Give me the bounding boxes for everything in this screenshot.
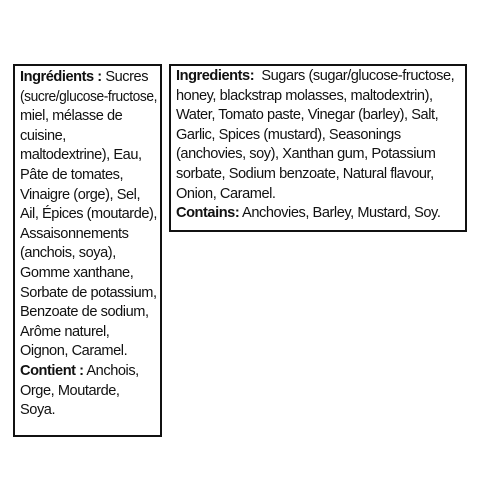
contains-label: Contient : — [20, 362, 84, 379]
contains-line: Soya. — [20, 402, 56, 419]
ingredients-text: Sugars (sugar/glucose-fructose, — [254, 68, 455, 84]
contains-text: Anchovies, Barley, Mustard, Soy. — [239, 205, 441, 222]
ingredients-label: Ingredients: — [176, 68, 255, 84]
ingredients-line: Vinaigre (orge), Sel, — [20, 186, 141, 203]
ingredients-line: sorbate, Sodium benzoate, Natural flavour, — [176, 165, 434, 182]
ingredients-line: Benzoate de sodium, — [20, 304, 149, 321]
ingredients-line: honey, blackstrap molasses, maltodextrin), — [176, 87, 433, 104]
ingredients-line: cuisine, — [20, 127, 66, 144]
english-ingredients-panel — [169, 64, 467, 232]
contains-heading-line — [20, 362, 157, 382]
ingredients-label: Ingrédients : — [20, 69, 102, 85]
ingredients-line: (sucre/glucose-fructose, — [20, 88, 157, 105]
contains-line: Orge, Moutarde, — [20, 382, 120, 399]
ingredients-line: Onion, Caramel. — [176, 185, 276, 202]
ingredients-line: Ail, Épices (moutarde), — [20, 206, 157, 223]
ingredients-line: Assaisonnements — [20, 225, 129, 242]
ingredients-line: (anchovies, soy), Xanthan gum, Potassium — [176, 146, 436, 163]
ingredients-line: Garlic, Spices (mustard), Seasonings — [176, 126, 401, 143]
ingredients-heading-line — [176, 67, 462, 87]
ingredients-line: miel, mélasse de — [20, 108, 123, 125]
ingredients-line: Pâte de tomates, — [20, 166, 124, 183]
ingredients-line: Arôme naturel, — [20, 323, 110, 340]
ingredients-line: Water, Tomato paste, Vinegar (barley), Salt, — [176, 107, 439, 124]
ingredients-heading-line — [20, 68, 157, 88]
contains-label: Contains: — [176, 205, 240, 222]
contains-text: Anchois, — [83, 362, 139, 379]
french-ingredients-panel — [13, 64, 162, 437]
ingredients-line: Oignon, Caramel. — [20, 343, 128, 360]
ingredients-text: Sucres — [101, 69, 149, 85]
ingredients-line: (anchois, soya), — [20, 245, 116, 262]
ingredients-line: Sorbate de potassium, — [20, 284, 157, 301]
ingredients-line: Gomme xanthane, — [20, 264, 134, 281]
ingredients-line: maltodextrine), Eau, — [20, 147, 142, 164]
contains-heading-line — [176, 204, 462, 224]
